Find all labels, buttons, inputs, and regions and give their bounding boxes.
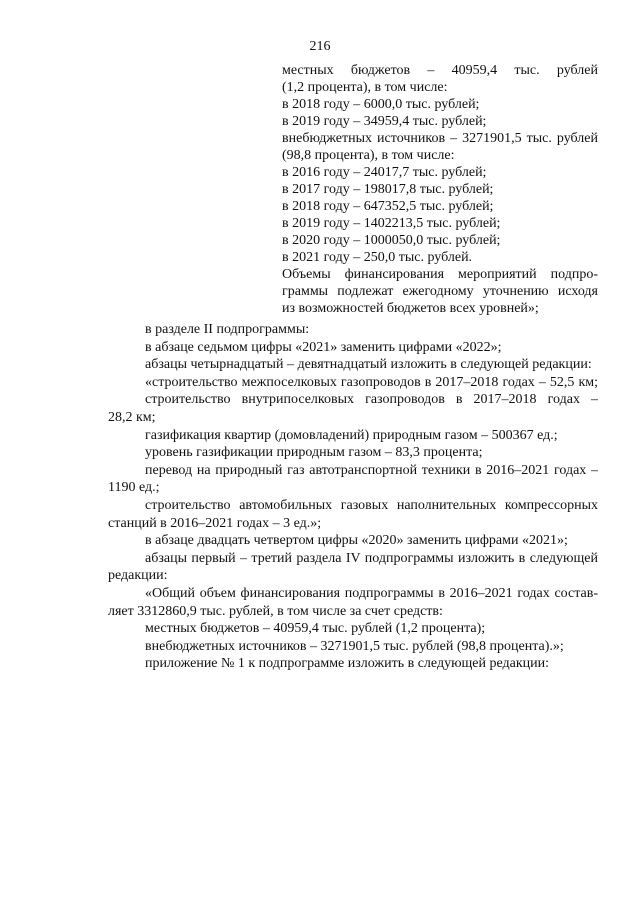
- body-line: в абзаце двадцать четвертом цифры «2020» заменить цифрами «2021»;: [145, 533, 568, 549]
- body-line: приложение № 1 к подпрограмме изложить в следующей редакции:: [145, 656, 550, 672]
- right-column-line: (1,2 процента), в том числе:: [282, 80, 448, 95]
- body-line: ляет 3312860,9 тыс. рублей, в том числе за счет средств:: [108, 603, 443, 619]
- body-line: строительство автомобильных газовых наполнительных компрессорных: [145, 497, 598, 513]
- body-line: внебюджетных источников – 3271901,5 тыс. рублей (98,8 процента).»;: [145, 638, 564, 654]
- main-text-body: [108, 321, 598, 673]
- right-column-line: Объемы финансирования мероприятий подпро-: [282, 267, 598, 282]
- right-column-line: местных бюджетов – 40959,4 тыс. рублей: [282, 63, 598, 78]
- page-number: 216: [309, 39, 331, 54]
- body-line: станций в 2016–2021 годах – 3 ед.»;: [108, 515, 322, 531]
- body-line: перевод на природный газ автотранспортной техники в 2016–2021 годах –: [145, 462, 598, 478]
- body-line: абзацы первый – третий раздела IV подпрограммы изложить в следующей: [145, 550, 598, 566]
- body-line: в абзаце седьмом цифры «2021» заменить цифрами «2022»;: [145, 339, 502, 355]
- body-line: абзацы четырнадцатый – девятнадцатый изложить в следующей редакции:: [145, 357, 592, 373]
- right-column-line: (98,8 процента), в том числе:: [282, 148, 455, 163]
- right-column-line: внебюджетных источников – 3271901,5 тыс. рублей: [282, 131, 598, 146]
- body-line: газификация квартир (домовладений) природным газом – 500367 ед.;: [145, 427, 558, 443]
- right-column-line: граммы подлежат ежегодному уточнению исходя: [282, 284, 598, 299]
- body-line: в разделе II подпрограммы:: [145, 322, 310, 337]
- body-line: редакции:: [108, 568, 168, 584]
- passport-financing-column: [282, 62, 598, 317]
- body-line: «Общий объем финансирования подпрограммы в 2016–2021 годах состав-: [145, 585, 598, 601]
- right-column-line: в 2019 году – 1402213,5 тыс. рублей;: [282, 216, 501, 231]
- right-column-line: из возможностей бюджетов всех уровней»;: [282, 301, 539, 316]
- body-line: строительство внутрипоселковых газопроводов в 2017–2018 годах –: [145, 392, 598, 408]
- right-column-line: в 2021 году – 250,0 тыс. рублей.: [282, 250, 473, 265]
- right-column-line: в 2020 году – 1000050,0 тыс. рублей;: [282, 233, 501, 248]
- right-column-line: в 2017 году – 198017,8 тыс. рублей;: [282, 182, 494, 197]
- body-line: 28,2 км;: [108, 409, 156, 425]
- body-line: «строительство межпоселковых газопроводов в 2017–2018 годах – 52,5 км;: [145, 374, 598, 390]
- body-line: 1190 ед.;: [108, 480, 160, 496]
- right-column-line: в 2019 году – 34959,4 тыс. рублей;: [282, 114, 487, 129]
- body-line: местных бюджетов – 40959,4 тыс. рублей (1,2 процента);: [145, 621, 486, 637]
- right-column-line: в 2018 году – 6000,0 тыс. рублей;: [282, 97, 480, 112]
- right-column-line: в 2018 году – 647352,5 тыс. рублей;: [282, 199, 494, 214]
- body-line: уровень газификации природным газом – 83,3 процента;: [145, 445, 483, 461]
- right-column-line: в 2016 году – 24017,7 тыс. рублей;: [282, 165, 487, 180]
